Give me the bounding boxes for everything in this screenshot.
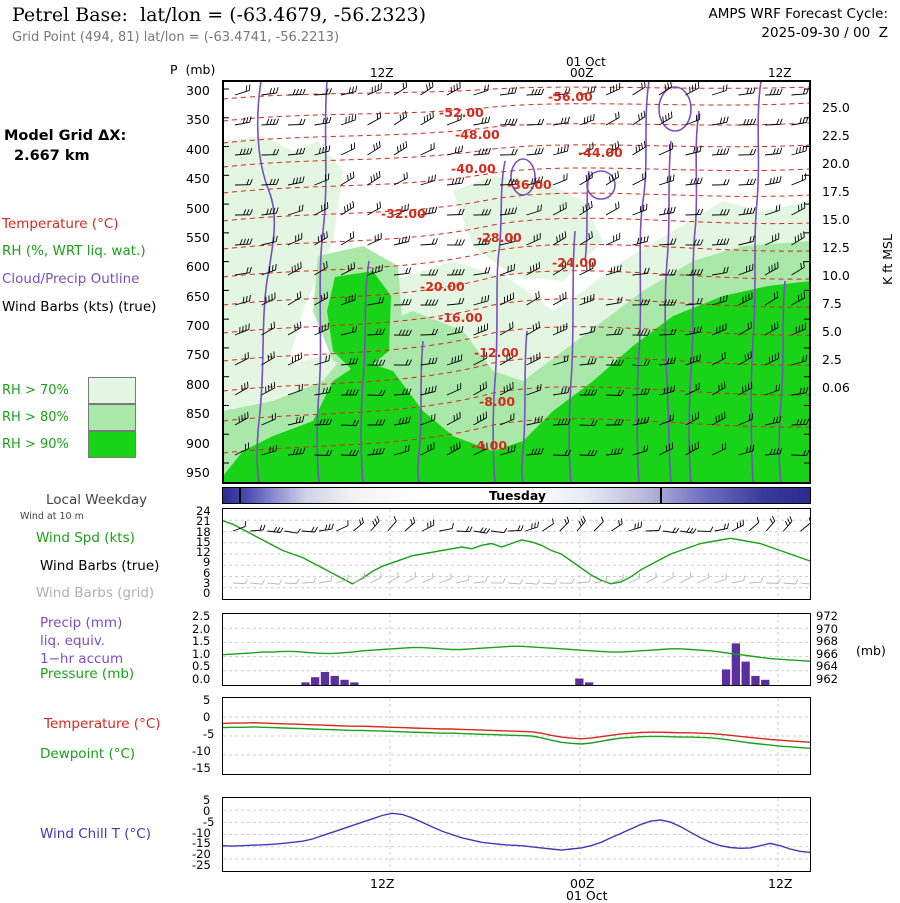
wind-ytick: 6 (203, 566, 210, 580)
height-tick: 22.5 (822, 128, 850, 143)
pressure-tick: 350 (186, 112, 210, 127)
pressure-tick: 500 (186, 201, 210, 216)
wind-speed-svg (223, 509, 810, 599)
isotherm-label: -48.00 (455, 127, 500, 142)
height-tick: 12.5 (822, 240, 850, 255)
top-tick-date: 01 Oct (566, 55, 606, 69)
forecast-cycle-value: 2025-09-30 / 00 Z (761, 25, 888, 41)
wind-chill-chart (222, 797, 811, 872)
isotherm-label: -16.00 (438, 310, 483, 325)
pressure-ytick: 964 (816, 659, 838, 673)
height-tick: 0.06 (822, 380, 850, 395)
grid-point-subtitle: Grid Point (494, 81) lat/lon = (-63.4741, -56.2213) (12, 30, 339, 45)
bottom-tick-00z: 00Z (570, 876, 594, 891)
chill-ytick: -5 (203, 815, 214, 829)
isotherm-label: -8.00 (479, 394, 515, 409)
pressure-tick: 450 (186, 171, 210, 186)
precip-ytick: 0.0 (192, 672, 210, 686)
isotherm-label: -52.00 (439, 105, 484, 120)
grid-dx-value: 2.667 km (14, 148, 90, 164)
wind-ytick: 9 (203, 555, 210, 569)
temp-ytick: -10 (192, 744, 211, 758)
chill-ytick: -15 (192, 836, 211, 850)
cross-section-svg (223, 81, 810, 483)
legend-wind-chill: Wind Chill T (°C) (40, 826, 151, 842)
chill-ytick: 0 (203, 804, 210, 818)
top-tick-12z-right: 12Z (768, 66, 792, 80)
temp-ytick: -5 (203, 727, 214, 741)
pressure-ytick: 972 (816, 609, 838, 623)
height-tick: 20.0 (822, 156, 850, 171)
wind-ytick: 0 (203, 586, 210, 600)
top-tick-00z: 00Z (570, 66, 594, 80)
pressure-tick: 650 (186, 289, 210, 304)
pressure-tick: 400 (186, 142, 210, 157)
height-tick: 2.5 (822, 352, 842, 367)
pressure-ytick: 966 (816, 647, 838, 661)
precip-ytick: 0.5 (192, 659, 210, 673)
forecast-cycle-label: AMPS WRF Forecast Cycle: (708, 6, 888, 22)
rh90-swatch (88, 431, 136, 458)
wind-ytick: 21 (196, 514, 211, 528)
page-title: Petrel Base: lat/lon = (-63.4679, -56.2323) (12, 4, 426, 26)
height-tick: 5.0 (822, 324, 842, 339)
precip-ytick: 1.0 (192, 647, 210, 661)
wind-ytick: 12 (196, 545, 211, 559)
grid-dx-label: Model Grid ΔX: (4, 128, 126, 144)
temp-ytick: 5 (203, 693, 210, 707)
precip-ytick: 1.5 (192, 634, 210, 648)
pressure-tick: 950 (186, 465, 210, 480)
temperature-dewpoint-chart (222, 697, 811, 775)
rh70-swatch (88, 377, 136, 404)
precip-ytick: 2.0 (192, 622, 210, 636)
pressure-unit-label: (mb) (856, 643, 886, 658)
pressure-tick: 800 (186, 377, 210, 392)
legend-rh: RH (%, WRT liq. wat.) (2, 243, 146, 259)
top-tick-12z-left: 12Z (370, 66, 394, 80)
day-label: Tuesday (223, 488, 812, 503)
wind-ytick: 18 (196, 525, 211, 539)
legend-precip-liqequiv: liq. equiv. (40, 633, 105, 649)
chill-ytick: 5 (203, 793, 210, 807)
isotherm-label: -40.00 (451, 161, 496, 176)
precip-pressure-svg (223, 614, 810, 685)
legend-wind-barbs-true: Wind Barbs (true) (40, 558, 159, 574)
isotherm-label: -32.00 (381, 206, 426, 221)
pressure-ytick: 962 (816, 672, 838, 686)
chill-ytick: -10 (192, 826, 211, 840)
isotherm-label: -4.00 (471, 438, 507, 453)
isotherm-label: -36.00 (507, 177, 552, 192)
pressure-tick: 850 (186, 406, 210, 421)
pressure-tick: 900 (186, 436, 210, 451)
isotherm-label: -28.00 (477, 230, 522, 245)
isotherm-label: -20.00 (420, 279, 465, 294)
pressure-ytick: 970 (816, 622, 838, 636)
height-tick: 10.0 (822, 268, 850, 283)
wind-chill-svg (223, 798, 810, 871)
pressure-ytick: 968 (816, 634, 838, 648)
isotherm-label: -56.00 (548, 89, 593, 104)
legend-wind-barbs-grid: Wind Barbs (grid) (36, 585, 154, 601)
rh80-swatch (88, 404, 136, 431)
legend-wind-speed: Wind Spd (kts) (36, 530, 135, 546)
pressure-tick: 600 (186, 259, 210, 274)
legend-wind-barbs: Wind Barbs (kts) (true) (2, 299, 156, 315)
local-weekday-bar (222, 487, 811, 504)
height-tick: 25.0 (822, 100, 850, 115)
wind-speed-chart (222, 508, 811, 600)
isotherm-label: -12.00 (474, 345, 519, 360)
height-tick: 7.5 (822, 296, 842, 311)
legend-temperature: Temperature (°C) (2, 216, 119, 232)
rh90-label: RH > 90% (2, 437, 69, 452)
precip-pressure-chart (222, 613, 811, 686)
wind-ytick: 3 (203, 576, 210, 590)
rh70-label: RH > 70% (2, 383, 69, 398)
legend-precip-accum: 1−hr accum (40, 651, 123, 667)
rh80-label: RH > 80% (2, 410, 69, 425)
bottom-tick-12z-right: 12Z (768, 876, 792, 891)
precip-ytick: 2.5 (192, 609, 210, 623)
temp-ytick: 0 (203, 710, 210, 724)
legend-temperature-2: Temperature (°C) (44, 716, 161, 732)
isotherm-label: -24.00 (552, 255, 597, 270)
isotherm-label: -44.00 (578, 145, 623, 160)
temp-ytick: -15 (192, 761, 211, 775)
pressure-tick: 700 (186, 318, 210, 333)
legend-cloud-outline: Cloud/Precip Outline (2, 271, 139, 287)
chill-ytick: -25 (192, 858, 211, 872)
pressure-tick: 750 (186, 347, 210, 362)
legend-dewpoint: Dewpoint (°C) (40, 746, 135, 762)
chill-ytick: -20 (192, 847, 211, 861)
pressure-tick: 300 (186, 83, 210, 98)
bottom-tick-date: 01 Oct (566, 888, 608, 903)
wind-ytick: 15 (196, 535, 211, 549)
temperature-dewpoint-svg (223, 698, 810, 774)
pressure-tick: 550 (186, 230, 210, 245)
height-axis-label: K ft MSL (880, 234, 895, 285)
wind-at-10m-label: Wind at 10 m (20, 511, 84, 522)
legend-pressure: Pressure (mb) (40, 666, 134, 682)
height-tick: 17.5 (822, 184, 850, 199)
legend-precip: Precip (mm) (40, 615, 122, 631)
bottom-tick-12z-left: 12Z (370, 876, 394, 891)
pressure-axis-label: P (mb) (170, 62, 215, 77)
cross-section-chart (222, 80, 811, 484)
local-weekday-label: Local Weekday (46, 492, 147, 508)
wind-ytick: 24 (196, 504, 211, 518)
height-tick: 15.0 (822, 212, 850, 227)
